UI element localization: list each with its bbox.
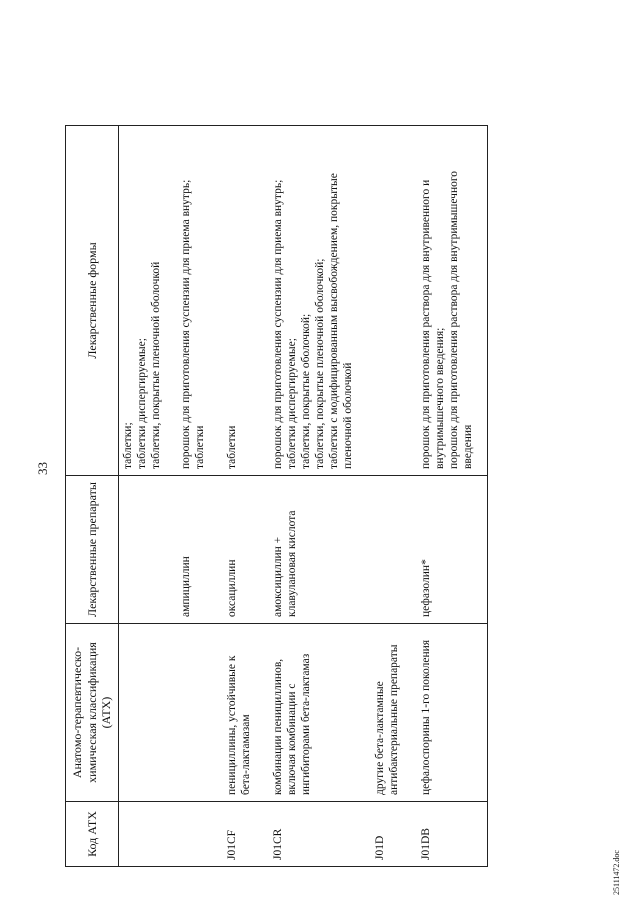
cell-classification: пенициллины, устойчивые к бета-лактамазам (209, 624, 255, 802)
cell-forms (165, 126, 209, 476)
cell-code (118, 802, 165, 867)
table-header-row (66, 126, 119, 867)
form-line: таблетки, покрытые пленочной оболочкой; (314, 258, 327, 469)
table-row (403, 126, 488, 867)
cell-code: J01CR (255, 802, 357, 867)
cell-forms (255, 126, 357, 476)
form-line: таблетки, покрытые пленочной оболочкой (149, 261, 162, 469)
table-row (165, 126, 209, 867)
cell-drug: ампициллин (165, 476, 209, 624)
cell-classification: комбинации пенициллинов, включая комбинации с ингибиторами бета-лактамаз (255, 624, 357, 802)
form-line: таблетки (193, 425, 206, 469)
cell-forms (357, 126, 403, 476)
cell-forms (118, 126, 165, 476)
cell-drug: оксациллин (209, 476, 255, 624)
page-number: 33 (35, 462, 50, 475)
table-row (255, 126, 357, 867)
form-line: таблетки с модифицированным высвобождением, покрытые пленочной оболочкой (328, 170, 355, 469)
header-code: Код АТХ (66, 802, 119, 867)
header-classification: Анатомо-терапевтическо-химическая классификация (АТХ) (66, 624, 119, 802)
cell-classification: цефалоспорины 1-го поколения (403, 624, 488, 802)
cell-classification (118, 624, 165, 802)
cell-code (165, 802, 209, 867)
cell-code: J01D (357, 802, 403, 867)
cell-forms (209, 126, 255, 476)
form-line: порошок для приготовления суспензии для приема внутрь; (179, 179, 192, 469)
cell-classification (165, 624, 209, 802)
atx-table (65, 125, 488, 867)
header-forms: Лекарственные формы (66, 126, 119, 476)
cell-classification: другие бета-лактамные антибактериальные препараты (357, 624, 403, 802)
cell-code: J01CF (209, 802, 255, 867)
table-row (209, 126, 255, 867)
form-line: таблетки диспергируемые; (286, 338, 298, 469)
form-line: таблетки, покрытые оболочкой; (300, 313, 313, 469)
cell-drug: цефазолин* (403, 476, 488, 624)
form-line: порошок для приготовления раствора для внутривенного и внутримышечного введения; (420, 176, 447, 469)
cell-drug (118, 476, 165, 624)
form-line: таблетки (225, 425, 238, 469)
table-row (357, 126, 403, 867)
document-filename: 25111472.doc (612, 850, 621, 895)
cell-drug (357, 476, 403, 624)
cell-drug: амоксициллин + клавулановая кислота (255, 476, 357, 624)
cell-forms (403, 126, 488, 476)
cell-code: J01DB (403, 802, 488, 867)
header-drugs: Лекарственные препараты (66, 476, 119, 624)
form-line: таблетки; (121, 422, 134, 469)
table-row (118, 126, 165, 867)
form-line: порошок для приготовления раствора для внутримышечного введения (448, 168, 475, 469)
form-line: таблетки диспергируемые; (135, 338, 148, 469)
form-line: порошок для приготовления суспензии для приема внутрь; (271, 179, 284, 469)
